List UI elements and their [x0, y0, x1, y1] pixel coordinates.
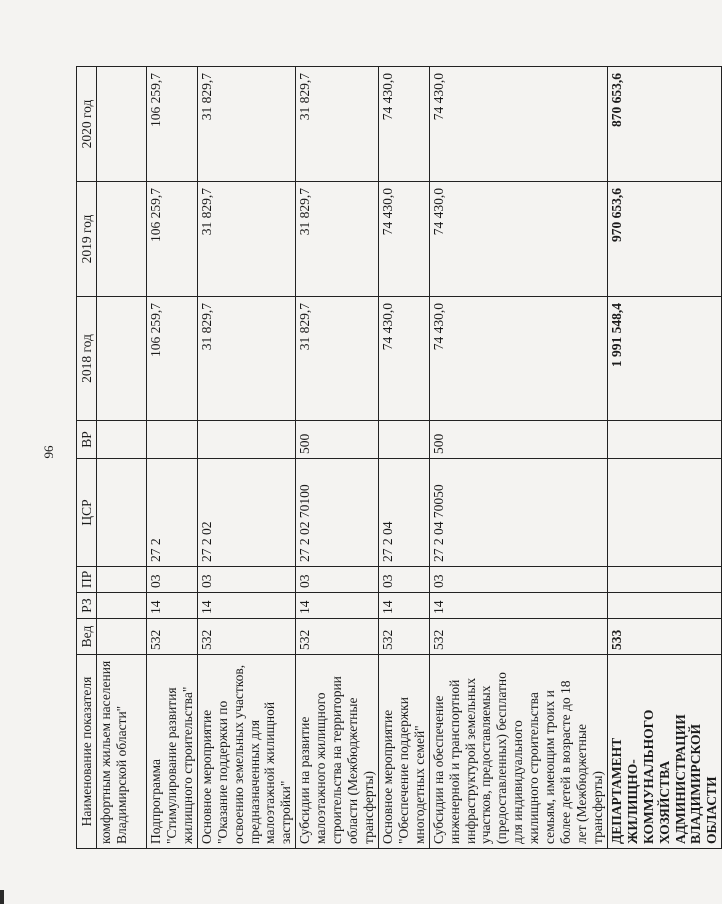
row-ved: 532 [378, 619, 429, 655]
row-vr [197, 421, 296, 459]
row-2018: 74 430,0 [378, 297, 429, 421]
header-rz: РЗ [77, 593, 97, 619]
table-row [378, 67, 429, 849]
row-vr [378, 421, 429, 459]
page-number: 96 [41, 445, 56, 459]
row-rz: 14 [147, 593, 198, 619]
row-ved: 532 [429, 619, 607, 655]
row-ved: 532 [147, 619, 198, 655]
header-2020: 2020 год [77, 67, 97, 182]
row-csr: 27 2 [147, 459, 198, 567]
row-pr: 03 [296, 567, 379, 593]
row-csr: 27 2 04 70050 [429, 459, 607, 567]
budget-table [76, 66, 722, 849]
header-2018: 2018 год [77, 297, 97, 421]
row-2018: 31 829,7 [296, 297, 379, 421]
table-row [429, 67, 607, 849]
row-pr [607, 567, 721, 593]
table-row [147, 67, 198, 849]
row-2020: 31 829,7 [197, 67, 296, 182]
table-row [97, 67, 147, 849]
row-name: Субсидии на развитие малоэтажного жилищного строительства на территории области (Межбюджетные трансферты) [296, 655, 379, 849]
rotated-budget-table [76, 67, 720, 849]
row-vr: 500 [296, 421, 379, 459]
row-2020: 106 259,7 [147, 67, 198, 182]
header-2019: 2019 год [77, 182, 97, 297]
row-pr: 03 [378, 567, 429, 593]
row-2019: 970 653,6 [607, 182, 721, 297]
row-2018 [97, 297, 147, 421]
row-name: Основное мероприятие "Оказание поддержки по освоению земельных участков, предназначенных для малоэтажной жилищной застройки" [197, 655, 296, 849]
row-2019: 74 430,0 [429, 182, 607, 297]
header-ved: Вед [77, 619, 97, 655]
row-csr: 27 2 02 70100 [296, 459, 379, 567]
row-csr: 27 2 02 [197, 459, 296, 567]
row-2018: 106 259,7 [147, 297, 198, 421]
row-2019: 74 430,0 [378, 182, 429, 297]
row-rz [97, 593, 147, 619]
table-row [197, 67, 296, 849]
row-pr [97, 567, 147, 593]
row-rz: 14 [296, 593, 379, 619]
row-vr [607, 421, 721, 459]
row-2018: 1 991 548,4 [607, 297, 721, 421]
row-2019 [97, 182, 147, 297]
header-pr: ПР [77, 567, 97, 593]
row-vr: 500 [429, 421, 607, 459]
row-2020: 870 653,6 [607, 67, 721, 182]
row-name: ДЕПАРТАМЕНТ ЖИЛИЩНО-КОММУНАЛЬНОГО ХОЗЯЙСТВА АДМИНИСТРАЦИИ ВЛАДИМИРСКОЙ ОБЛАСТИ [607, 655, 721, 849]
row-csr [97, 459, 147, 567]
row-2019: 31 829,7 [296, 182, 379, 297]
table-header-row [77, 67, 97, 849]
row-vr [147, 421, 198, 459]
row-name: Подпрограмма "Стимулирование развития жилищного строительства" [147, 655, 198, 849]
row-ved: 532 [296, 619, 379, 655]
row-pr: 03 [429, 567, 607, 593]
row-name: Субсидии на обеспечение инженерной и транспортной инфраструктурой земельных участков, предоставляемых (предоставленных) бесплатно для индивидуального жилищного строительства семьям, имеющим троих и более детей в возрасте до 18 лет (Межбюджетные трансферты) [429, 655, 607, 849]
row-2018: 31 829,7 [197, 297, 296, 421]
row-ved: 533 [607, 619, 721, 655]
row-pr: 03 [147, 567, 198, 593]
row-pr: 03 [197, 567, 296, 593]
row-2019: 106 259,7 [147, 182, 198, 297]
row-rz [607, 593, 721, 619]
table-row [296, 67, 379, 849]
row-ved: 532 [197, 619, 296, 655]
scan-edge-mark [0, 890, 4, 904]
row-csr: 27 2 04 [378, 459, 429, 567]
row-csr [607, 459, 721, 567]
header-csr: ЦСР [77, 459, 97, 567]
row-2020: 74 430,0 [429, 67, 607, 182]
row-2020: 31 829,7 [296, 67, 379, 182]
row-2020: 74 430,0 [378, 67, 429, 182]
header-name: Наименование показателя [77, 655, 97, 849]
row-vr [97, 421, 147, 459]
table-row [607, 67, 721, 849]
row-rz: 14 [429, 593, 607, 619]
row-2018: 74 430,0 [429, 297, 607, 421]
row-ved [97, 619, 147, 655]
row-2020 [97, 67, 147, 182]
row-name: Основное мероприятие "Обеспечение поддержки многодетных семей" [378, 655, 429, 849]
row-rz: 14 [378, 593, 429, 619]
row-2019: 31 829,7 [197, 182, 296, 297]
header-vr: ВР [77, 421, 97, 459]
row-name: комфортным жильем населения Владимирской области" [97, 655, 147, 849]
row-rz: 14 [197, 593, 296, 619]
